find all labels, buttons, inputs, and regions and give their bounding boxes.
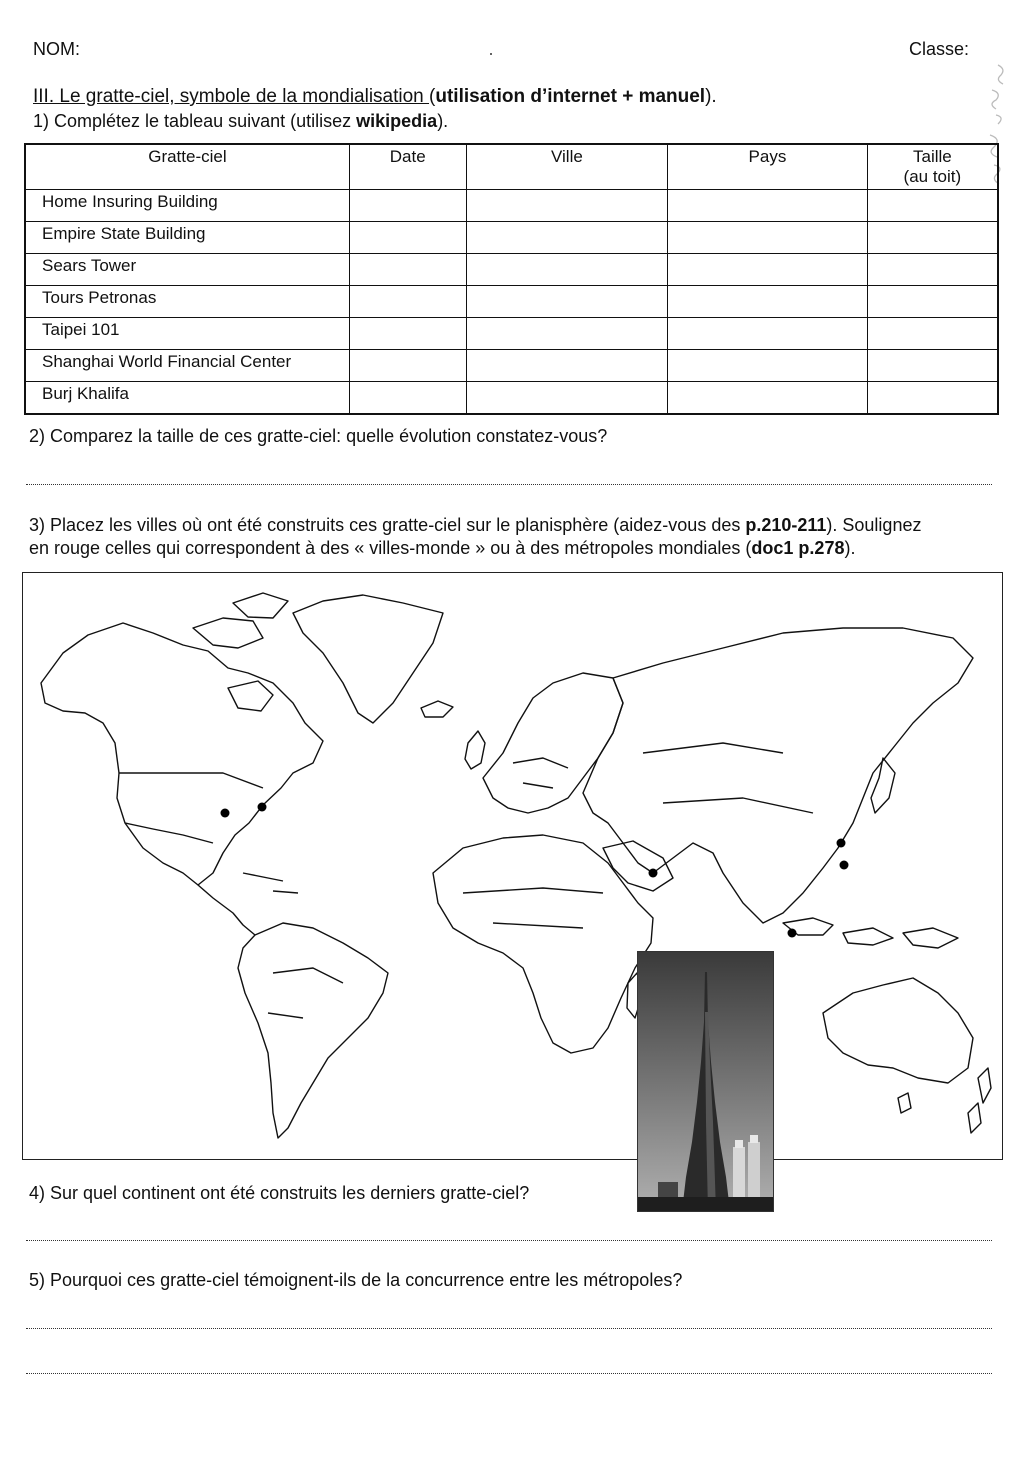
row-name: Home Insuring Building [25,190,349,222]
cell-date[interactable] [349,222,466,254]
cell-date[interactable] [349,350,466,382]
q3-l2-b: doc1 p.278 [751,538,845,558]
row-name: Burj Khalifa [25,382,349,415]
skyscraper-table [24,143,999,415]
q3-l1-b: p.210-211 [745,515,827,535]
q1-prefix: 1) Complétez le tableau suivant (utilisez [33,111,357,131]
cell-pays[interactable] [668,382,868,415]
q1-suffix: ). [437,111,449,131]
row-name: Shanghai World Financial Center [25,350,349,382]
section-title-paren: ( [429,86,436,107]
q3-l2-c: ). [844,538,856,558]
world-map-outline-icon [23,573,1002,1159]
header-taille-line1: Taille [912,147,952,166]
table-row [25,382,998,415]
cell-pays[interactable] [668,286,868,318]
city-dot-dubai[interactable] [649,869,658,878]
answer-line-q2[interactable] [26,484,992,485]
question-3-line2 [29,537,855,559]
question-4: 4) Sur quel continent ont été construits les derniers gratte-ciel? [29,1183,530,1203]
cell-taille[interactable] [867,190,998,222]
city-dot-kuala-lumpur[interactable] [788,929,797,938]
section-title-bold: utilisation d’internet + manuel [435,86,706,107]
burj-khalifa-photo-icon [638,952,773,1211]
classe-label: Classe: [909,39,970,59]
city-dot-new-york[interactable] [258,803,267,812]
city-dot-chicago[interactable] [221,809,230,818]
cell-date[interactable] [349,318,466,350]
answer-line-q4[interactable] [26,1240,992,1241]
table-row [25,318,998,350]
row-name: Taipei 101 [25,318,349,350]
city-dot-shanghai[interactable] [837,839,846,848]
cell-taille[interactable] [867,318,998,350]
answer-line-q5-1[interactable] [26,1328,992,1329]
q1-bold: wikipedia [356,111,438,131]
world-map [22,572,1003,1160]
cell-taille[interactable] [867,222,998,254]
table-row [25,286,998,318]
stray-dot [490,53,492,55]
cell-date[interactable] [349,254,466,286]
burj-khalifa-photo [637,951,774,1212]
row-name: Sears Tower [25,254,349,286]
question-2: 2) Comparez la taille de ces gratte-ciel: quelle évolution constatez-vous? [29,426,608,446]
table-header-row [25,144,998,190]
cell-ville[interactable] [466,350,668,382]
city-dot-taipei[interactable] [840,861,849,870]
cell-ville[interactable] [466,222,668,254]
table-row [25,350,998,382]
cell-date[interactable] [349,382,466,415]
nom-label: NOM: [33,39,80,59]
q3-l2-a: en rouge celles qui correspondent à des « villes-monde » ou à des métropoles mondiales ( [29,538,752,558]
cell-ville[interactable] [466,190,668,222]
cell-ville[interactable] [466,318,668,350]
header-pays: Pays [668,144,868,190]
row-name: Empire State Building [25,222,349,254]
question-3-line1 [29,514,921,536]
cell-pays[interactable] [668,222,868,254]
q3-l1-c: ). Soulignez [826,515,922,535]
section-title [33,86,717,108]
cell-ville[interactable] [466,254,668,286]
q3-l1-a: 3) Placez les villes où ont été construits ces gratte-ciel sur le planisphère (aidez-vous des [29,515,746,535]
header-taille [867,144,998,190]
cell-taille[interactable] [867,350,998,382]
question-1 [33,110,448,132]
table-row [25,222,998,254]
cell-date[interactable] [349,190,466,222]
header-taille-line2: (au toit) [903,167,962,186]
section-title-main: III. Le gratte-ciel, symbole de la mondialisation [33,86,430,107]
header-ville: Ville [466,144,668,190]
cell-ville[interactable] [466,286,668,318]
table-row [25,190,998,222]
cell-taille[interactable] [867,286,998,318]
cell-pays[interactable] [668,318,868,350]
cell-pays[interactable] [668,254,868,286]
cell-ville[interactable] [466,382,668,415]
section-title-close: ). [705,86,717,107]
header-date: Date [349,144,466,190]
table-row [25,254,998,286]
cell-date[interactable] [349,286,466,318]
cell-taille[interactable] [867,382,998,415]
answer-line-q5-2[interactable] [26,1373,992,1374]
cell-taille[interactable] [867,254,998,286]
cell-pays[interactable] [668,350,868,382]
header-gratte-ciel: Gratte-ciel [25,144,349,190]
question-5: 5) Pourquoi ces gratte-ciel témoignent-ils de la concurrence entre les métropoles? [29,1270,683,1290]
cell-pays[interactable] [668,190,868,222]
row-name: Tours Petronas [25,286,349,318]
